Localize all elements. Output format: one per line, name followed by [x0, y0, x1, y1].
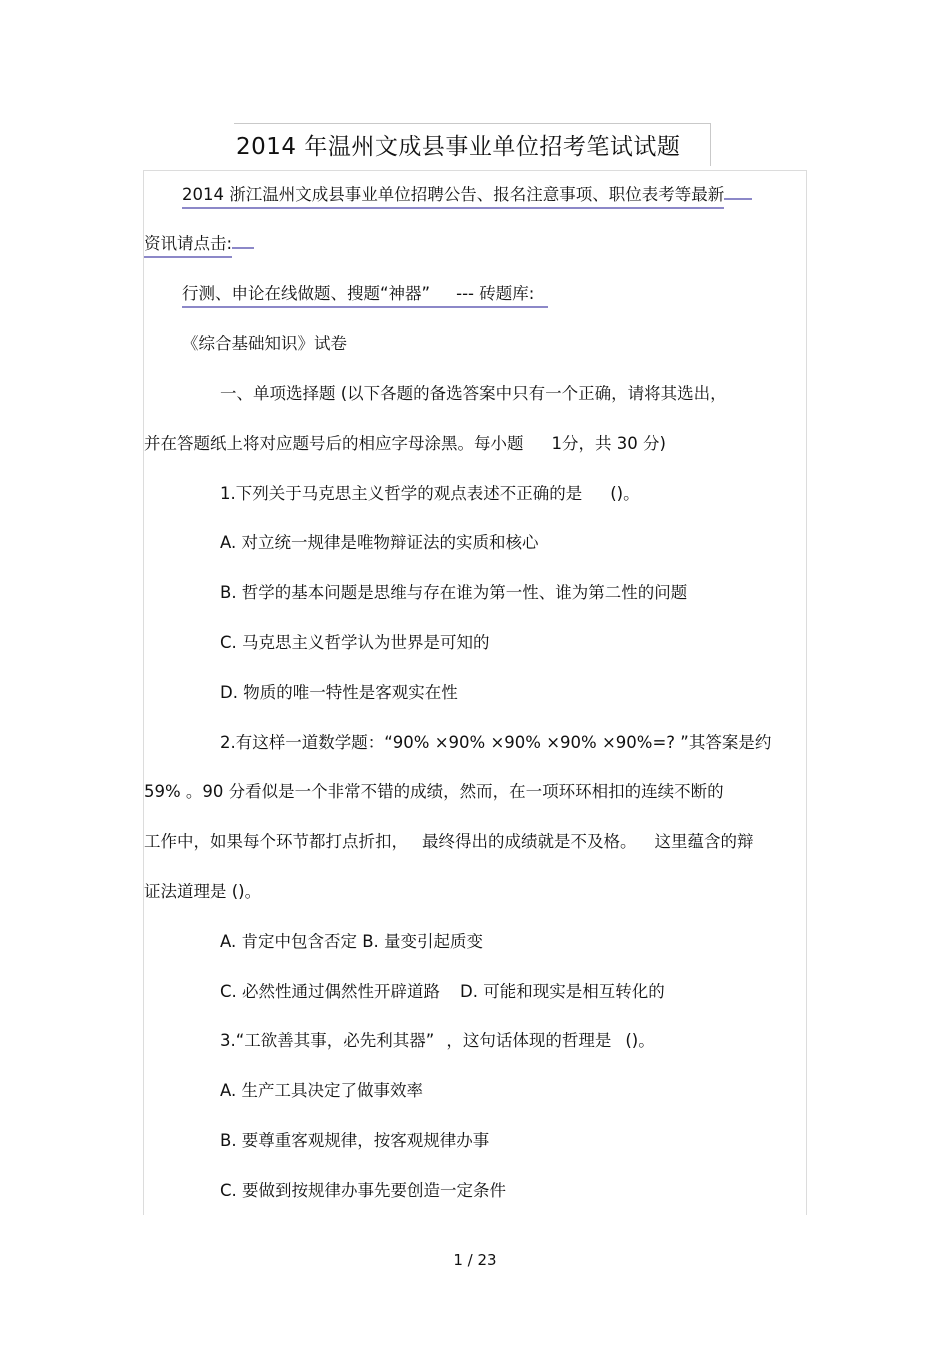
- question-2-option-c: C. 必然性通过偶然性开辟道路: [220, 982, 441, 1001]
- question-3-quote: 3.“工欲善其事，必先利其器”: [220, 1031, 435, 1050]
- question-2-line-3: [144, 830, 754, 854]
- tool-link-text[interactable]: [182, 284, 548, 308]
- question-2-options-cd: [220, 980, 665, 1004]
- page-number: 1 / 23: [453, 1251, 497, 1269]
- question-2-options-ab: A. 肯定中包含否定 B. 量变引起质变: [220, 932, 484, 951]
- section-heading-part-a: 并在答题纸上将对应题号后的相应字母涂黑。每小题: [144, 434, 524, 453]
- question-2-option-d: D. 可能和现实是相互转化的: [460, 982, 665, 1001]
- question-3-option-c: C. 要做到按规律办事先要创造一定条件: [220, 1181, 507, 1200]
- question-3-stem: [220, 1029, 655, 1053]
- question-2-line-3-part-c: 这里蕴含的辩: [654, 832, 754, 851]
- page-title: 2014 年温州文成县事业单位招考笔试试题: [236, 134, 681, 160]
- announcement-underline-tail-2: [232, 244, 254, 249]
- paper-name: 《综合基础知识》试卷: [182, 334, 347, 353]
- section-heading: 一、单项选择题 (以下各题的备选答案中只有一个正确，请将其选出，: [220, 384, 727, 403]
- question-1-stem: [220, 482, 640, 506]
- question-2-line-2: 59% 。90 分看似是一个非常不错的成绩，然而，在一项环环相扣的连续不断的: [144, 782, 724, 801]
- question-2-line-3-part-a: 工作中，如果每个环节都打点折扣，: [144, 832, 408, 851]
- question-1-blank: ()。: [610, 484, 640, 503]
- question-3-text: ，这句话体现的哲理是: [446, 1031, 612, 1050]
- question-3-option-a: A. 生产工具决定了做事效率: [220, 1081, 423, 1100]
- question-2-line-4: 证法道理是 ()。: [144, 882, 262, 901]
- question-1-option-d: D. 物质的唯一特性是客观实在性: [220, 683, 458, 702]
- question-1-option-c: C. 马克思主义哲学认为世界是可知的: [220, 633, 490, 652]
- announcement-link-continued[interactable]: [144, 232, 254, 256]
- tool-link[interactable]: [182, 282, 548, 306]
- tool-link-part1: 行测、申论在线做题、搜题“神器”: [182, 284, 431, 303]
- question-1-text: 1.下列关于马克思主义哲学的观点表述不正确的是: [220, 484, 583, 503]
- announcement-underline-tail: [724, 195, 752, 200]
- section-heading-continued: [144, 432, 666, 456]
- tool-link-part2: --- 砖题库:: [456, 284, 535, 303]
- question-1-option-b: B. 哲学的基本问题是思维与存在谁为第一性、谁为第二性的问题: [220, 583, 688, 602]
- section-heading-part-b: 1分，共 30 分): [551, 434, 666, 453]
- question-3-option-b: B. 要尊重客观规律，按客观规律办事: [220, 1131, 490, 1150]
- question-2-line-3-part-b: 最终得出的成绩就是不及格。: [422, 832, 637, 851]
- question-2-line-1: 2.有这样一道数学题：“90% ×90% ×90% ×90% ×90%=? ”其答案是约: [220, 733, 772, 752]
- announcement-link[interactable]: [182, 183, 752, 207]
- announcement-link-text-2[interactable]: 资讯请点击:: [144, 234, 232, 258]
- announcement-link-text[interactable]: 2014 浙江温州文成县事业单位招聘公告、报名注意事项、职位表考等最新: [182, 185, 724, 209]
- question-3-blank: ()。: [625, 1031, 655, 1050]
- question-1-option-a: A. 对立统一规律是唯物辩证法的实质和核心: [220, 533, 539, 552]
